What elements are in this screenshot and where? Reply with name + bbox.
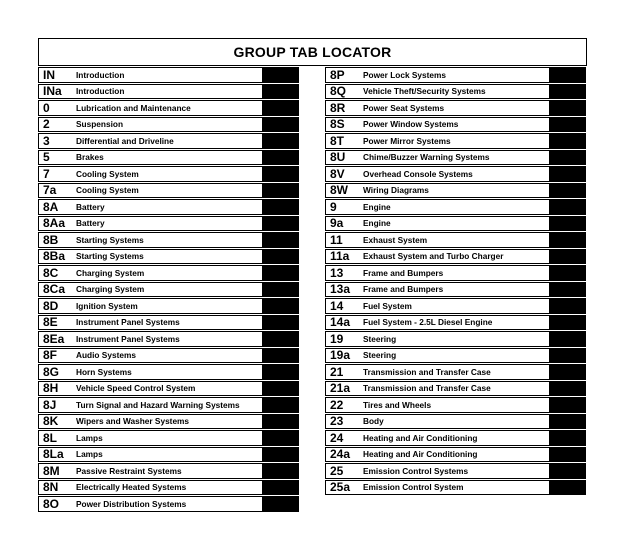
tab-code: 8O bbox=[43, 496, 60, 511]
tab-code: 9 bbox=[330, 199, 337, 214]
tab-label: Instrument Panel Systems bbox=[76, 317, 180, 328]
black-tab-marker bbox=[262, 134, 298, 148]
tab-label: Tires and Wheels bbox=[363, 399, 432, 410]
tab-code: 24a bbox=[330, 447, 351, 462]
tab-label: Body bbox=[363, 416, 384, 427]
tab-code: 11 bbox=[330, 232, 343, 247]
tab-label: Wiring Diagrams bbox=[363, 185, 429, 196]
tab-code: 13a bbox=[330, 282, 351, 297]
tab-code: 8R bbox=[330, 100, 346, 115]
tab-label: Charging System bbox=[76, 284, 145, 295]
tab-row[interactable] bbox=[325, 199, 586, 215]
tab-code: 22 bbox=[330, 397, 344, 412]
tab-code: 14a bbox=[330, 315, 351, 330]
black-tab-marker bbox=[262, 365, 298, 379]
tab-row[interactable] bbox=[38, 364, 299, 380]
tab-code: 7a bbox=[43, 183, 57, 198]
tab-row[interactable] bbox=[325, 298, 586, 314]
tab-row[interactable] bbox=[38, 397, 299, 413]
tab-label: Suspension bbox=[76, 119, 124, 130]
black-tab-marker bbox=[262, 464, 298, 478]
tab-label: Vehicle Theft/Security Systems bbox=[363, 86, 486, 97]
black-tab-marker bbox=[549, 118, 585, 132]
tab-row[interactable] bbox=[325, 117, 586, 133]
black-tab-marker bbox=[549, 349, 585, 363]
black-tab-marker bbox=[549, 217, 585, 231]
tab-row[interactable] bbox=[38, 381, 299, 397]
tab-row[interactable] bbox=[325, 265, 586, 281]
black-tab-marker bbox=[262, 316, 298, 330]
tab-row[interactable] bbox=[325, 249, 586, 265]
tab-row[interactable] bbox=[325, 183, 586, 199]
tab-row[interactable] bbox=[325, 397, 586, 413]
black-tab-marker bbox=[549, 184, 585, 198]
tab-label: Battery bbox=[76, 218, 105, 229]
tab-code: 8Ca bbox=[43, 282, 66, 297]
tab-label: Power Seat Systems bbox=[363, 102, 445, 113]
tab-code: 8B bbox=[43, 232, 59, 247]
tab-row[interactable] bbox=[38, 117, 299, 133]
black-tab-marker bbox=[549, 283, 585, 297]
tab-label: Instrument Panel Systems bbox=[76, 333, 180, 344]
tab-row[interactable] bbox=[38, 216, 299, 232]
tab-code: 25 bbox=[330, 463, 344, 478]
title-box bbox=[38, 38, 587, 66]
tab-code: 2 bbox=[43, 117, 50, 132]
tab-label: Lamps bbox=[76, 432, 103, 443]
tab-code: 8S bbox=[330, 117, 345, 132]
tab-label: Exhaust System bbox=[363, 234, 428, 245]
tab-row[interactable] bbox=[38, 249, 299, 265]
tab-code: 8J bbox=[43, 397, 57, 412]
tab-code: 24 bbox=[330, 430, 344, 445]
tab-row[interactable] bbox=[325, 216, 586, 232]
tab-row[interactable] bbox=[38, 100, 299, 116]
black-tab-marker bbox=[549, 101, 585, 115]
tab-label: Power Lock Systems bbox=[363, 69, 447, 80]
tab-code: 9a bbox=[330, 216, 344, 231]
tab-row[interactable] bbox=[38, 315, 299, 331]
tab-code: 8Ea bbox=[43, 331, 65, 346]
page-title: GROUP TAB LOCATOR bbox=[233, 44, 392, 60]
tab-code: 8Aa bbox=[43, 216, 66, 231]
tab-code: 8T bbox=[330, 133, 345, 148]
tab-row[interactable] bbox=[38, 298, 299, 314]
tab-row[interactable] bbox=[325, 364, 586, 380]
tab-label: Engine bbox=[363, 201, 391, 212]
tab-row[interactable] bbox=[38, 480, 299, 496]
tab-row[interactable] bbox=[38, 183, 299, 199]
tab-row[interactable] bbox=[325, 430, 586, 446]
black-tab-marker bbox=[262, 283, 298, 297]
tab-code: 19a bbox=[330, 348, 351, 363]
tab-code: 0 bbox=[43, 100, 50, 115]
tab-label: Power Mirror Systems bbox=[363, 135, 451, 146]
tab-code: INa bbox=[43, 84, 62, 99]
black-tab-marker bbox=[262, 431, 298, 445]
tab-row[interactable] bbox=[38, 84, 299, 100]
tab-code: 8L bbox=[43, 430, 58, 445]
black-tab-marker bbox=[549, 415, 585, 429]
tab-code: 8K bbox=[43, 414, 59, 429]
tab-label: Electrically Heated Systems bbox=[76, 482, 187, 493]
black-tab-marker bbox=[549, 250, 585, 264]
tab-code: 8V bbox=[330, 166, 345, 181]
tab-label: Audio Systems bbox=[76, 350, 136, 361]
tab-code: 8H bbox=[43, 381, 59, 396]
tab-code: 8G bbox=[43, 364, 60, 379]
tab-label: Transmission and Transfer Case bbox=[363, 366, 491, 377]
tab-row[interactable] bbox=[38, 150, 299, 166]
tab-code: 14 bbox=[330, 298, 344, 313]
tab-row[interactable] bbox=[325, 414, 586, 430]
tab-row[interactable] bbox=[325, 315, 586, 331]
tab-label: Ignition System bbox=[76, 300, 138, 311]
black-tab-marker bbox=[549, 382, 585, 396]
tab-label: Battery bbox=[76, 201, 105, 212]
tab-label: Wipers and Washer Systems bbox=[76, 416, 190, 427]
black-tab-marker bbox=[549, 448, 585, 462]
tab-label: Brakes bbox=[76, 152, 104, 163]
tab-row[interactable] bbox=[38, 67, 299, 83]
tab-label: Steering bbox=[363, 350, 397, 361]
tab-code: 13 bbox=[330, 265, 344, 280]
black-tab-marker bbox=[549, 431, 585, 445]
black-tab-marker bbox=[549, 167, 585, 181]
tab-label: Differential and Driveline bbox=[76, 135, 174, 146]
tab-label: Emission Control System bbox=[363, 482, 464, 493]
black-tab-marker bbox=[549, 365, 585, 379]
tab-code: 25a bbox=[330, 480, 351, 495]
black-tab-marker bbox=[262, 200, 298, 214]
tab-row[interactable] bbox=[38, 496, 299, 512]
black-tab-marker bbox=[549, 316, 585, 330]
black-tab-marker bbox=[549, 398, 585, 412]
tab-code: 8La bbox=[43, 447, 64, 462]
tab-code: 8P bbox=[330, 67, 345, 82]
tab-label: Emission Control Systems bbox=[363, 465, 469, 476]
tab-label: Overhead Console Systems bbox=[363, 168, 473, 179]
black-tab-marker bbox=[549, 134, 585, 148]
tab-row[interactable] bbox=[325, 166, 586, 182]
tab-code: 21 bbox=[330, 364, 344, 379]
tab-label: Engine bbox=[363, 218, 391, 229]
tab-label: Transmission and Transfer Case bbox=[363, 383, 491, 394]
left-tab-column bbox=[38, 67, 299, 513]
tab-label: Cooling System bbox=[76, 168, 139, 179]
tab-label: Starting Systems bbox=[76, 234, 144, 245]
tab-row[interactable] bbox=[38, 166, 299, 182]
black-tab-marker bbox=[262, 151, 298, 165]
black-tab-marker bbox=[262, 266, 298, 280]
black-tab-marker bbox=[549, 85, 585, 99]
tab-label: Charging System bbox=[76, 267, 145, 278]
tab-row[interactable] bbox=[325, 331, 586, 347]
black-tab-marker bbox=[262, 85, 298, 99]
tab-row[interactable] bbox=[325, 150, 586, 166]
tab-label: Exhaust System and Turbo Charger bbox=[363, 251, 504, 262]
tab-row[interactable] bbox=[38, 348, 299, 364]
black-tab-marker bbox=[262, 382, 298, 396]
tab-label: Heating and Air Conditioning bbox=[363, 432, 478, 443]
black-tab-marker bbox=[262, 184, 298, 198]
black-tab-marker bbox=[549, 200, 585, 214]
tab-row[interactable] bbox=[38, 199, 299, 215]
tab-code: 8W bbox=[330, 183, 348, 198]
tab-row[interactable] bbox=[325, 84, 586, 100]
tab-row[interactable] bbox=[325, 381, 586, 397]
tab-label: Frame and Bumpers bbox=[363, 284, 444, 295]
tab-code: 8E bbox=[43, 315, 58, 330]
black-tab-marker bbox=[262, 332, 298, 346]
tab-row[interactable] bbox=[38, 133, 299, 149]
tab-code: 11a bbox=[330, 249, 350, 264]
tab-code: 8M bbox=[43, 463, 60, 478]
tab-code: 8N bbox=[43, 480, 59, 495]
tab-row[interactable] bbox=[325, 282, 586, 298]
tab-label: Chime/Buzzer Warning Systems bbox=[363, 152, 490, 163]
black-tab-marker bbox=[262, 68, 298, 82]
tab-row[interactable] bbox=[38, 232, 299, 248]
black-tab-marker bbox=[262, 415, 298, 429]
tab-row[interactable] bbox=[325, 348, 586, 364]
black-tab-marker bbox=[549, 233, 585, 247]
black-tab-marker bbox=[262, 349, 298, 363]
black-tab-marker bbox=[262, 118, 298, 132]
tab-row[interactable] bbox=[325, 232, 586, 248]
tab-label: Starting Systems bbox=[76, 251, 144, 262]
tab-label: Vehicle Speed Control System bbox=[76, 383, 196, 394]
tab-row[interactable] bbox=[38, 447, 299, 463]
black-tab-marker bbox=[549, 481, 585, 495]
tab-label: Power Distribution Systems bbox=[76, 498, 187, 509]
tab-label: Introduction bbox=[76, 86, 125, 97]
tab-row[interactable] bbox=[325, 447, 586, 463]
tab-row[interactable] bbox=[38, 463, 299, 479]
tab-label: Introduction bbox=[76, 69, 125, 80]
tab-label: Steering bbox=[363, 333, 397, 344]
black-tab-marker bbox=[262, 299, 298, 313]
tab-label: Cooling System bbox=[76, 185, 139, 196]
black-tab-marker bbox=[262, 217, 298, 231]
tab-row[interactable] bbox=[325, 67, 586, 83]
tab-code: IN bbox=[43, 67, 55, 82]
tab-row[interactable] bbox=[38, 414, 299, 430]
black-tab-marker bbox=[549, 332, 585, 346]
black-tab-marker bbox=[549, 68, 585, 82]
tab-label: Power Window Systems bbox=[363, 119, 459, 130]
tab-row[interactable] bbox=[38, 265, 299, 281]
tab-row[interactable] bbox=[38, 430, 299, 446]
tab-code: 8F bbox=[43, 348, 58, 363]
tab-code: 8C bbox=[43, 265, 59, 280]
tab-code: 8A bbox=[43, 199, 59, 214]
black-tab-marker bbox=[549, 151, 585, 165]
tab-row[interactable] bbox=[325, 100, 586, 116]
tab-label: Fuel System bbox=[363, 300, 412, 311]
tab-label: Horn Systems bbox=[76, 366, 132, 377]
tab-label: Passive Restraint Systems bbox=[76, 465, 182, 476]
black-tab-marker bbox=[262, 101, 298, 115]
tab-label: Lamps bbox=[76, 449, 103, 460]
tab-row[interactable] bbox=[38, 331, 299, 347]
tab-code: 23 bbox=[330, 414, 344, 429]
black-tab-marker bbox=[262, 250, 298, 264]
black-tab-marker bbox=[262, 233, 298, 247]
tab-code: 7 bbox=[43, 166, 50, 181]
tab-row[interactable] bbox=[325, 463, 586, 479]
black-tab-marker bbox=[549, 266, 585, 280]
black-tab-marker bbox=[262, 497, 298, 511]
black-tab-marker bbox=[549, 299, 585, 313]
black-tab-marker bbox=[262, 398, 298, 412]
tab-code: 3 bbox=[43, 133, 50, 148]
tab-label: Fuel System - 2.5L Diesel Engine bbox=[363, 317, 493, 328]
tab-label: Frame and Bumpers bbox=[363, 267, 444, 278]
black-tab-marker bbox=[262, 448, 298, 462]
black-tab-marker bbox=[549, 464, 585, 478]
tab-code: 8Q bbox=[330, 84, 347, 99]
black-tab-marker bbox=[262, 167, 298, 181]
tab-label: Lubrication and Maintenance bbox=[76, 102, 191, 113]
tab-row[interactable] bbox=[38, 282, 299, 298]
tab-code: 5 bbox=[43, 150, 50, 165]
tab-code: 8Ba bbox=[43, 249, 66, 264]
tab-code: 21a bbox=[330, 381, 351, 396]
tab-code: 8U bbox=[330, 150, 346, 165]
tab-label: Heating and Air Conditioning bbox=[363, 449, 478, 460]
tab-code: 8D bbox=[43, 298, 59, 313]
tab-code: 19 bbox=[330, 331, 344, 346]
black-tab-marker bbox=[262, 481, 298, 495]
right-tab-column bbox=[325, 67, 586, 496]
tab-label: Turn Signal and Hazard Warning Systems bbox=[76, 399, 240, 410]
tab-row[interactable] bbox=[325, 480, 586, 496]
tab-row[interactable] bbox=[325, 133, 586, 149]
